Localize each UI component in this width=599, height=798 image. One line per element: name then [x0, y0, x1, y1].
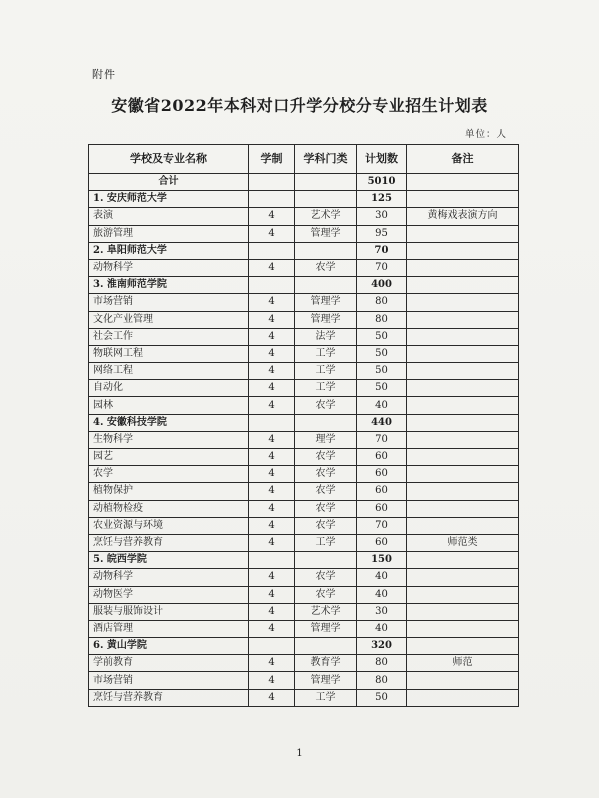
- cell-field: 农学: [295, 517, 357, 534]
- cell-years: 4: [249, 311, 295, 328]
- cell-note: [407, 414, 519, 431]
- cell-years: 4: [249, 534, 295, 551]
- cell-name: 动物科学: [89, 259, 249, 276]
- cell-years: 4: [249, 380, 295, 397]
- table-row: [89, 225, 519, 242]
- cell-years: 4: [249, 345, 295, 362]
- table-row: [89, 380, 519, 397]
- cell-name: 6. 黄山学院: [89, 638, 249, 655]
- cell-field: 艺术学: [295, 603, 357, 620]
- cell-plan: 30: [357, 603, 407, 620]
- cell-note: [407, 225, 519, 242]
- cell-name: 植物保护: [89, 483, 249, 500]
- page-number: 1: [296, 748, 303, 759]
- table-row: [89, 552, 519, 569]
- cell-name: 3. 淮南师范学院: [89, 277, 249, 294]
- cell-field: 管理学: [295, 225, 357, 242]
- cell-note: [407, 552, 519, 569]
- cell-years: 4: [249, 689, 295, 706]
- cell-plan: 80: [357, 672, 407, 689]
- cell-name: 表演: [89, 208, 249, 225]
- cell-plan: 80: [357, 311, 407, 328]
- document-title: 安徽省2022年本科对口升学分校分专业招生计划表: [111, 96, 488, 115]
- cell-note: [407, 620, 519, 637]
- cell-plan: 80: [357, 655, 407, 672]
- table-row: [89, 328, 519, 345]
- table-row: [89, 603, 519, 620]
- table-row: [89, 620, 519, 637]
- cell-field: 农学: [295, 586, 357, 603]
- table-row: [89, 294, 519, 311]
- cell-field: [295, 552, 357, 569]
- cell-note: [407, 603, 519, 620]
- table-row: [89, 534, 519, 551]
- table-row: [89, 277, 519, 294]
- cell-years: 4: [249, 208, 295, 225]
- table-row: [89, 174, 519, 191]
- cell-note: 黄梅戏表演方向: [407, 208, 519, 225]
- cell-note: [407, 672, 519, 689]
- cell-note: [407, 586, 519, 603]
- cell-years: 4: [249, 259, 295, 276]
- cell-field: 农学: [295, 483, 357, 500]
- table-row: [89, 208, 519, 225]
- cell-years: 4: [249, 328, 295, 345]
- table-row: [89, 363, 519, 380]
- cell-plan: 70: [357, 259, 407, 276]
- table-row: [89, 191, 519, 208]
- cell-field: 理学: [295, 431, 357, 448]
- table-header-row: [89, 145, 519, 174]
- column-header-plan: 计划数: [357, 145, 407, 174]
- cell-field: 教育学: [295, 655, 357, 672]
- cell-name: 社会工作: [89, 328, 249, 345]
- cell-note: 师范: [407, 655, 519, 672]
- cell-years: 4: [249, 363, 295, 380]
- cell-note: [407, 689, 519, 706]
- cell-years: [249, 414, 295, 431]
- cell-note: [407, 277, 519, 294]
- cell-note: [407, 483, 519, 500]
- cell-name: 合计: [89, 174, 249, 191]
- table-row: [89, 397, 519, 414]
- cell-name: 市场营销: [89, 672, 249, 689]
- cell-name: 动物科学: [89, 569, 249, 586]
- cell-note: [407, 397, 519, 414]
- cell-years: 4: [249, 431, 295, 448]
- cell-years: 4: [249, 655, 295, 672]
- cell-years: [249, 191, 295, 208]
- cell-field: 管理学: [295, 311, 357, 328]
- cell-field: 农学: [295, 569, 357, 586]
- cell-field: 工学: [295, 363, 357, 380]
- cell-field: [295, 174, 357, 191]
- cell-note: [407, 191, 519, 208]
- cell-field: 工学: [295, 380, 357, 397]
- cell-note: [407, 242, 519, 259]
- cell-years: 4: [249, 294, 295, 311]
- cell-note: [407, 431, 519, 448]
- cell-plan: 5010: [357, 174, 407, 191]
- cell-note: [407, 517, 519, 534]
- cell-plan: 40: [357, 569, 407, 586]
- cell-years: 4: [249, 225, 295, 242]
- cell-name: 5. 皖西学院: [89, 552, 249, 569]
- cell-plan: 440: [357, 414, 407, 431]
- cell-name: 旅游管理: [89, 225, 249, 242]
- column-header-note: 备注: [407, 145, 519, 174]
- cell-field: 农学: [295, 397, 357, 414]
- cell-note: [407, 638, 519, 655]
- table-row: [89, 431, 519, 448]
- cell-field: 农学: [295, 500, 357, 517]
- table-row: [89, 242, 519, 259]
- cell-name: 动物医学: [89, 586, 249, 603]
- cell-name: 市场营销: [89, 294, 249, 311]
- cell-name: 农业资源与环境: [89, 517, 249, 534]
- cell-field: 管理学: [295, 294, 357, 311]
- table-row: [89, 689, 519, 706]
- cell-plan: 60: [357, 466, 407, 483]
- cell-note: [407, 449, 519, 466]
- cell-name: 文化产业管理: [89, 311, 249, 328]
- cell-years: 4: [249, 603, 295, 620]
- cell-field: 工学: [295, 345, 357, 362]
- cell-plan: 50: [357, 345, 407, 362]
- cell-plan: 50: [357, 689, 407, 706]
- cell-plan: 50: [357, 380, 407, 397]
- cell-name: 烹饪与营养教育: [89, 689, 249, 706]
- cell-years: 4: [249, 569, 295, 586]
- cell-field: [295, 191, 357, 208]
- cell-plan: 50: [357, 363, 407, 380]
- table-row: [89, 449, 519, 466]
- cell-field: 工学: [295, 534, 357, 551]
- table-row: [89, 655, 519, 672]
- cell-years: 4: [249, 483, 295, 500]
- cell-plan: 30: [357, 208, 407, 225]
- cell-plan: 50: [357, 328, 407, 345]
- table-row: [89, 638, 519, 655]
- cell-field: 工学: [295, 689, 357, 706]
- cell-note: 师范类: [407, 534, 519, 551]
- cell-plan: 70: [357, 517, 407, 534]
- cell-note: [407, 380, 519, 397]
- table-row: [89, 414, 519, 431]
- cell-note: [407, 363, 519, 380]
- table-row: [89, 483, 519, 500]
- cell-note: [407, 466, 519, 483]
- cell-note: [407, 345, 519, 362]
- cell-name: 物联网工程: [89, 345, 249, 362]
- cell-plan: 60: [357, 483, 407, 500]
- cell-name: 服装与服饰设计: [89, 603, 249, 620]
- unit-label: 单位：人: [464, 129, 507, 140]
- table-row: [89, 259, 519, 276]
- cell-years: [249, 174, 295, 191]
- enrollment-plan-table: [88, 144, 519, 707]
- cell-years: 4: [249, 620, 295, 637]
- cell-note: [407, 259, 519, 276]
- table-row: [89, 672, 519, 689]
- cell-years: 4: [249, 397, 295, 414]
- cell-years: 4: [249, 500, 295, 517]
- cell-field: 农学: [295, 466, 357, 483]
- cell-field: [295, 414, 357, 431]
- cell-plan: 60: [357, 500, 407, 517]
- cell-plan: 40: [357, 397, 407, 414]
- cell-field: [295, 638, 357, 655]
- cell-name: 1. 安庆师范大学: [89, 191, 249, 208]
- cell-field: 管理学: [295, 672, 357, 689]
- cell-note: [407, 569, 519, 586]
- table-body: [89, 174, 519, 707]
- cell-field: [295, 277, 357, 294]
- cell-plan: 320: [357, 638, 407, 655]
- attachment-label: 附件: [92, 68, 116, 81]
- cell-note: [407, 328, 519, 345]
- cell-name: 学前教育: [89, 655, 249, 672]
- column-header-years: 学制: [249, 145, 295, 174]
- cell-name: 生物科学: [89, 431, 249, 448]
- cell-field: 农学: [295, 449, 357, 466]
- table-row: [89, 569, 519, 586]
- cell-plan: 40: [357, 586, 407, 603]
- cell-plan: 150: [357, 552, 407, 569]
- cell-plan: 60: [357, 534, 407, 551]
- table-row: [89, 500, 519, 517]
- cell-years: [249, 552, 295, 569]
- cell-plan: 70: [357, 431, 407, 448]
- cell-note: [407, 500, 519, 517]
- column-header-name: 学校及专业名称: [89, 145, 249, 174]
- cell-name: 4. 安徽科技学院: [89, 414, 249, 431]
- cell-years: [249, 277, 295, 294]
- cell-years: 4: [249, 586, 295, 603]
- cell-name: 2. 阜阳师范大学: [89, 242, 249, 259]
- table-row: [89, 517, 519, 534]
- cell-name: 园林: [89, 397, 249, 414]
- cell-plan: 80: [357, 294, 407, 311]
- cell-plan: 400: [357, 277, 407, 294]
- cell-plan: 95: [357, 225, 407, 242]
- cell-years: [249, 242, 295, 259]
- cell-field: 管理学: [295, 620, 357, 637]
- cell-field: [295, 242, 357, 259]
- cell-note: [407, 294, 519, 311]
- cell-plan: 40: [357, 620, 407, 637]
- cell-name: 自动化: [89, 380, 249, 397]
- cell-name: 网络工程: [89, 363, 249, 380]
- cell-name: 动植物检疫: [89, 500, 249, 517]
- cell-note: [407, 174, 519, 191]
- cell-plan: 70: [357, 242, 407, 259]
- column-header-field: 学科门类: [295, 145, 357, 174]
- table-row: [89, 586, 519, 603]
- cell-field: 法学: [295, 328, 357, 345]
- cell-years: [249, 638, 295, 655]
- cell-field: 农学: [295, 259, 357, 276]
- cell-plan: 125: [357, 191, 407, 208]
- cell-years: 4: [249, 466, 295, 483]
- cell-years: 4: [249, 449, 295, 466]
- cell-name: 园艺: [89, 449, 249, 466]
- cell-years: 4: [249, 517, 295, 534]
- cell-years: 4: [249, 672, 295, 689]
- cell-field: 艺术学: [295, 208, 357, 225]
- cell-name: 农学: [89, 466, 249, 483]
- cell-name: 烹饪与营养教育: [89, 534, 249, 551]
- cell-note: [407, 311, 519, 328]
- table-row: [89, 345, 519, 362]
- table-row: [89, 466, 519, 483]
- table-row: [89, 311, 519, 328]
- cell-name: 酒店管理: [89, 620, 249, 637]
- cell-plan: 60: [357, 449, 407, 466]
